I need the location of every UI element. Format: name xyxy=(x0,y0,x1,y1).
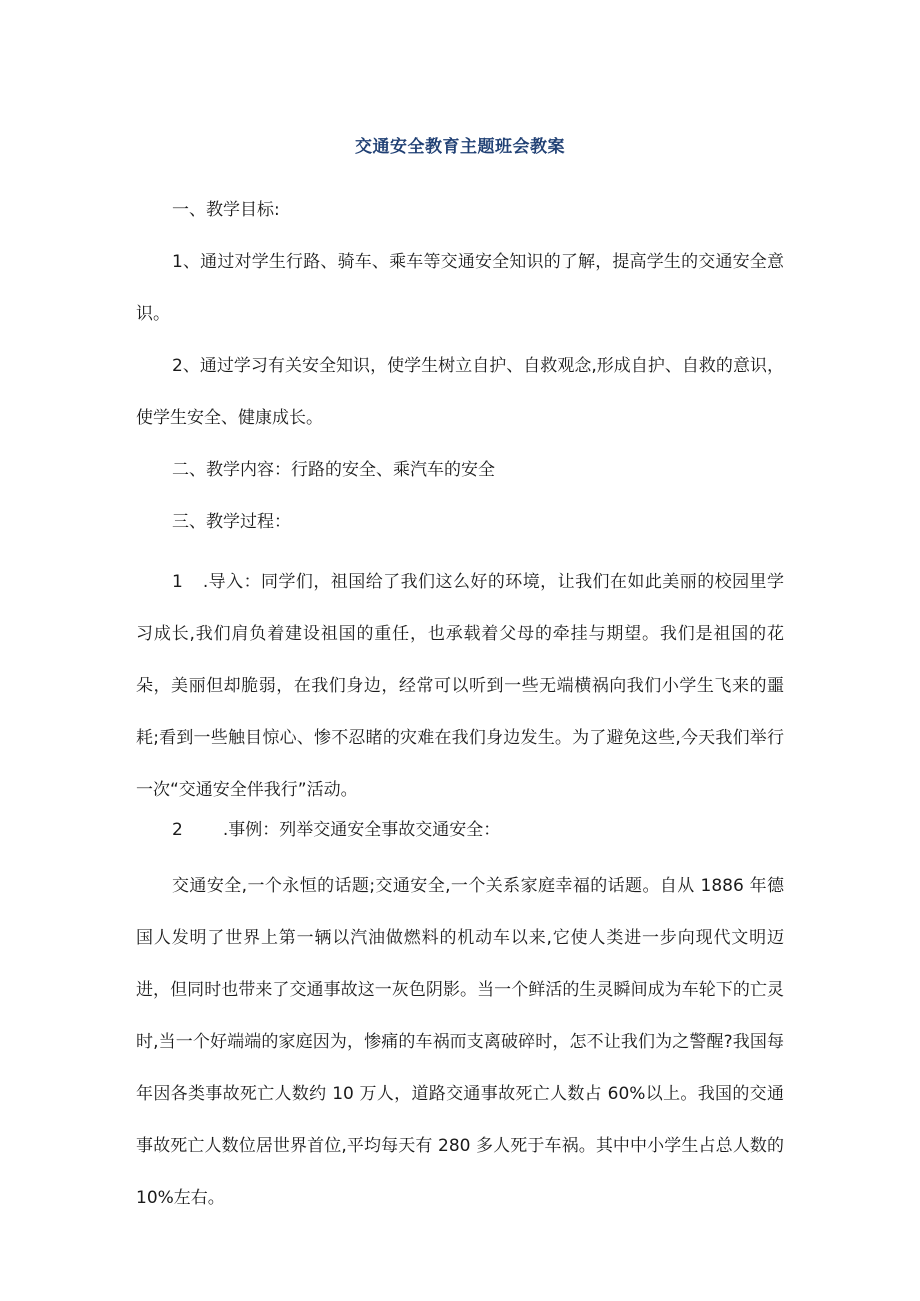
step-1-paragraph xyxy=(136,556,784,816)
objective-1: 1、通过对学生行路、骑车、乘车等交通安全知识的了解，提高学生的交通安全意识。 xyxy=(136,252,784,324)
step-1-number: 1 xyxy=(172,572,183,592)
process-heading: 三、教学过程： xyxy=(172,512,291,532)
document-title: 交通安全教育主题班会教案 xyxy=(355,137,565,157)
objective-2: 2、通过学习有关安全知识，使学生树立自护、自救观念,形成自护、自救的意识，使学生安全、健康成长。 xyxy=(136,356,784,428)
step-1-text: .导入：同学们，祖国给了我们这么好的环境，让我们在如此美丽的校园里学习成长,我们肩负着建设祖国的重任，也承载着父母的牵挂与期望。我们是祖国的花朵，美丽但却脆弱，在我们身边，经常可以听到一些无端横祸向我们小学生飞来的噩耗;看到一些触目惊心、惨不忍睹的灾难在我们身边发生。为了避免这些,今天我们举行一次“交通安全伴我行”活动。 xyxy=(136,572,784,800)
step-2-text: .事例：列举交通安全事故交通安全： xyxy=(222,820,501,840)
content-heading: 二、教学内容：行路的安全、乘汽车的安全 xyxy=(172,460,495,480)
step-2-paragraph xyxy=(136,804,784,856)
example-paragraph: 交通安全,一个永恒的话题;交通安全,一个关系家庭幸福的话题。自从 1886 年德国人发明了世界上第一辆以汽油做燃料的机动车以来,它使人类进一步向现代文明迈进，但同时也带来了交通事故这一灰色阴影。当一个鲜活的生灵瞬间成为车轮下的亡灵时,当一个好端端的家庭因为，惨痛的车祸而支离破碎时，怎不让我们为之警醒?我国每年因各类事故死亡人数约 10 万人，道路交通事故死亡人数占 60%以上。我国的交通事故死亡人数位居世界首位,平均每天有 280 多人死于车祸。其中中小学生占总人数的 10%左右。 xyxy=(136,876,784,1208)
objectives-heading: 一、教学目标: xyxy=(172,200,280,220)
step-2-number: 2 xyxy=(172,820,183,840)
